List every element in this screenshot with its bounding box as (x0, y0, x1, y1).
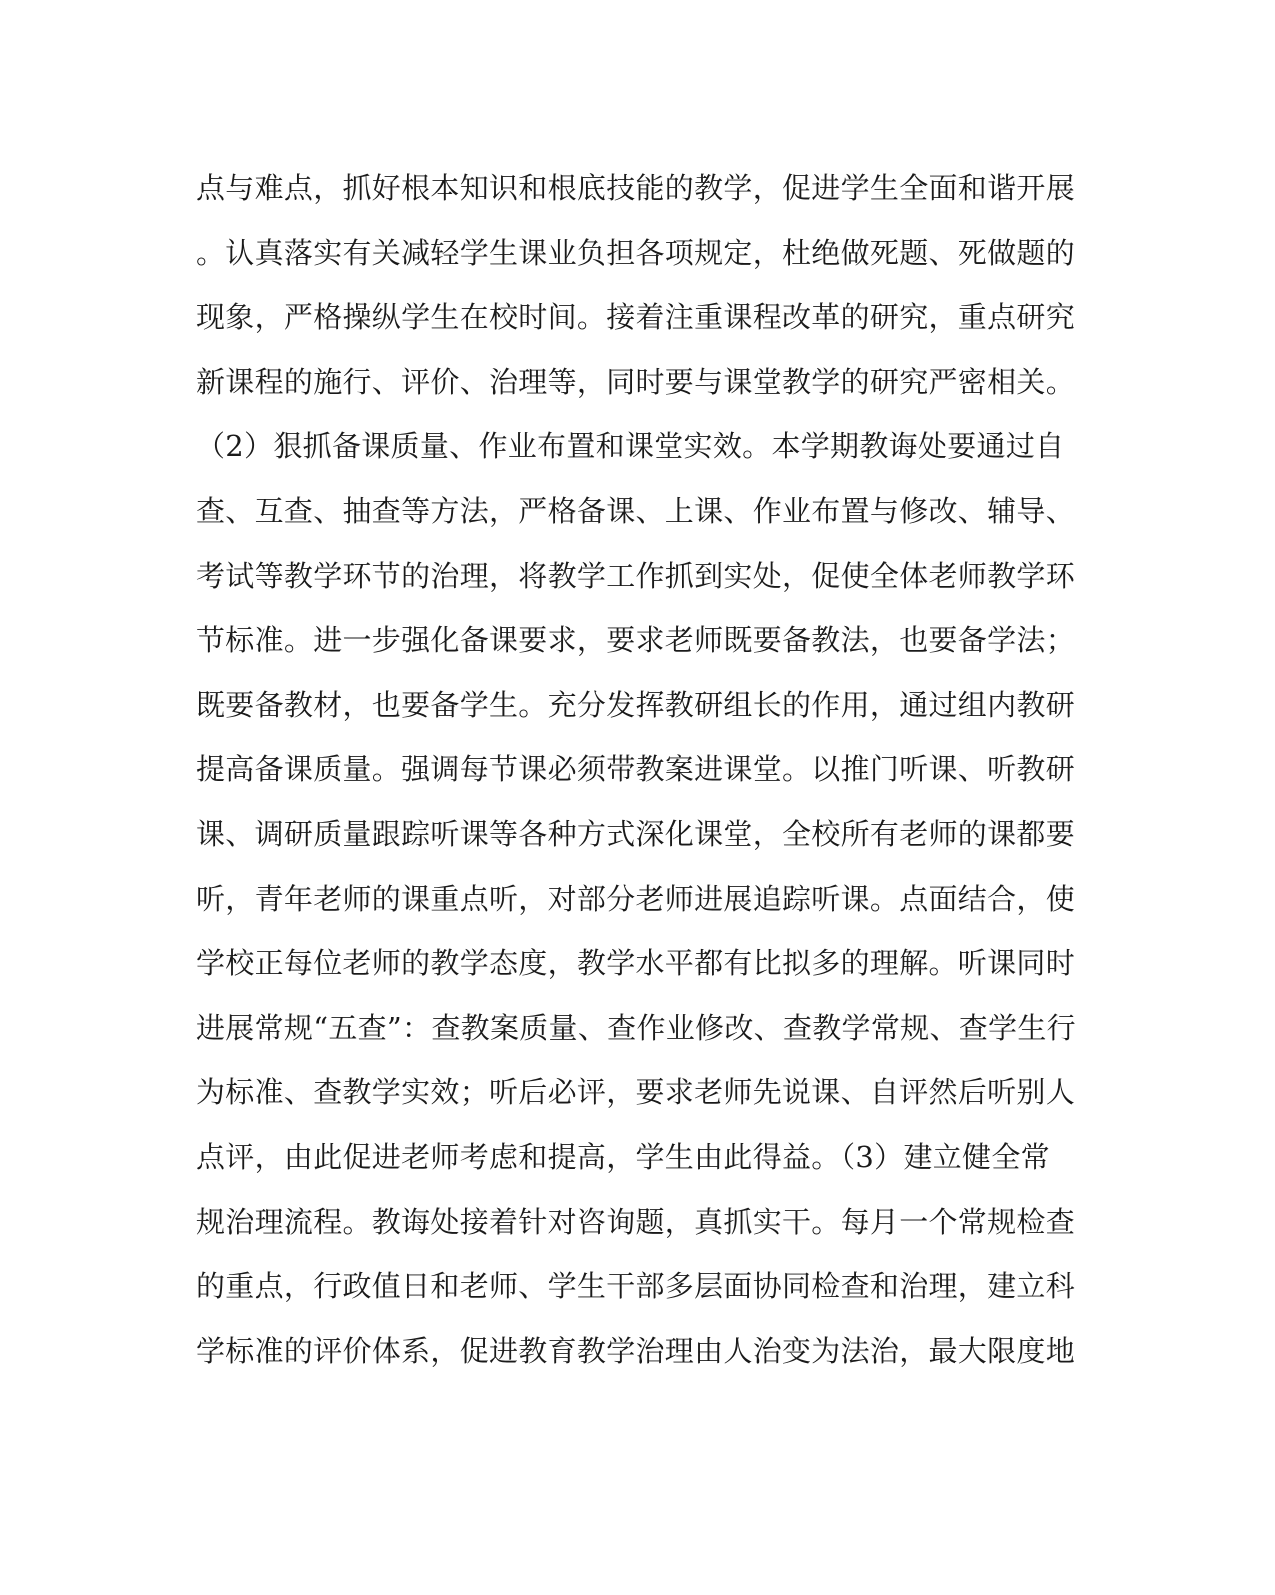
text-line: 听，青年老师的课重点听，对部分老师进展追踪听课。点面结合，使 (196, 881, 1076, 916)
text-line: 学校正每位老师的教学态度，教学水平都有比拟多的理解。听课同时 (196, 946, 1076, 981)
text-line: 新课程的施行、评价、治理等，同时要与课堂教学的研究严密相关。 (196, 364, 1076, 399)
text-line: 点评，由此促进老师考虑和提高，学生由此得益。（3）建立健全常 (196, 1139, 1050, 1174)
text-line: 既要备教材，也要备学生。充分发挥教研组长的作用，通过组内教研 (196, 687, 1076, 722)
text-line: 课、调研质量跟踪听课等各种方式深化课堂，全校所有老师的课都要 (196, 816, 1076, 851)
text-line: 考试等教学环节的治理，将教学工作抓到实处，促使全体老师教学环 (196, 558, 1076, 593)
text-line: 现象，严格操纵学生在校时间。接着注重课程改革的研究，重点研究 (196, 300, 1076, 335)
text-line: 节标准。进一步强化备课要求，要求老师既要备教法，也要备学法； (196, 623, 1076, 658)
text-line: 。认真落实有关减轻学生课业负担各项规定，杜绝做死题、死做题的 (196, 235, 1076, 270)
body-text (196, 156, 1076, 1383)
text-line: 提高备课质量。强调每节课必须带教案进课堂。以推门听课、听教研 (196, 752, 1076, 787)
text-line: （2）狠抓备课质量、作业布置和课堂实效。本学期教诲处要通过自 (196, 429, 1065, 464)
text-line: 查、互查、抽查等方法，严格备课、上课、作业布置与修改、辅导、 (196, 493, 1076, 528)
text-line: 进展常规“五查”：查教案质量、查作业修改、查教学常规、查学生行 (196, 1010, 1076, 1045)
text-line: 规治理流程。教诲处接着针对咨询题，真抓实干。每月一个常规检查 (196, 1204, 1076, 1239)
text-line: 为标准、查教学实效；听后必评，要求老师先说课、自评然后听别人 (196, 1075, 1076, 1110)
text-line: 的重点，行政值日和老师、学生干部多层面协同检查和治理，建立科 (196, 1269, 1076, 1304)
text-line: 学标准的评价体系，促进教育教学治理由人治变为法治，最大限度地 (196, 1333, 1076, 1368)
text-line: 点与难点，抓好根本知识和根底技能的教学，促进学生全面和谐开展 (196, 171, 1076, 205)
